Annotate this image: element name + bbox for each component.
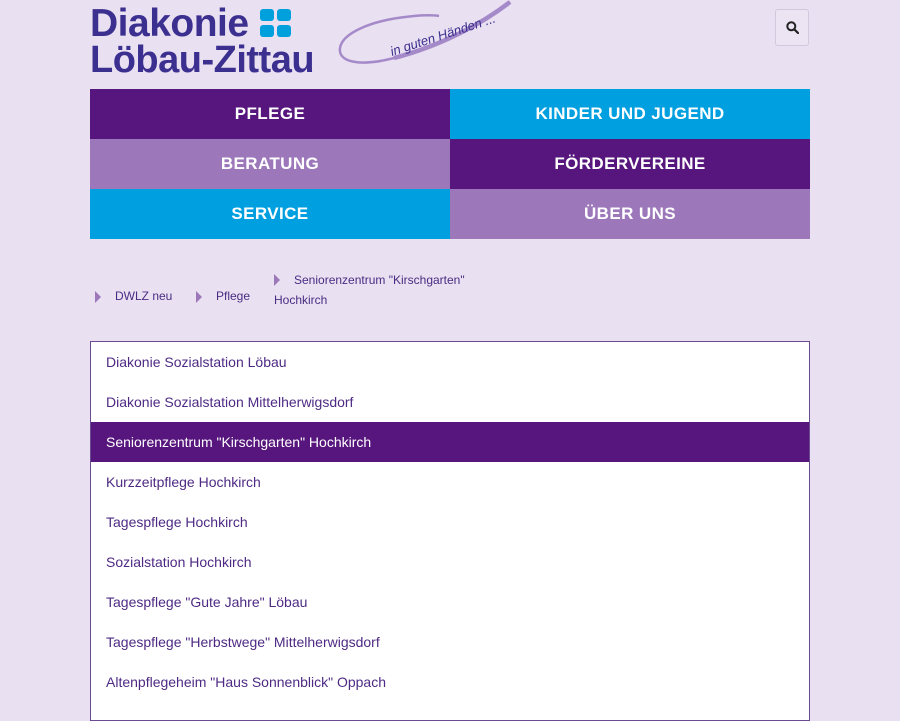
breadcrumb-item-dwlz-neu[interactable]: [95, 290, 172, 306]
list-item[interactable]: Diakonie Sozialstation Mittelherwigsdorf: [106, 394, 354, 410]
breadcrumb-label[interactable]: DWLZ neu: [115, 289, 173, 303]
list-item[interactable]: Altenpflegeheim "Haus Sonnenblick" Oppach: [106, 674, 386, 690]
nav-item-beratung[interactable]: BERATUNG: [90, 139, 450, 189]
page-header: [0, 0, 900, 89]
breadcrumb-label-line1[interactable]: Seniorenzentrum "Kirschgarten": [294, 273, 465, 287]
nav-item-pflege[interactable]: PFLEGE: [90, 89, 450, 139]
main-navigation: [90, 89, 810, 239]
nav-item-service[interactable]: SERVICE: [90, 189, 450, 239]
nav-item-kinder-und-jugend[interactable]: KINDER UND JUGEND: [450, 89, 810, 139]
slogan-text: in guten Händen ...: [388, 10, 498, 59]
list-item[interactable]: Tagespflege "Herbstwege" Mittelherwigsdorf: [106, 634, 380, 650]
chevron-right-icon: [95, 291, 101, 303]
breadcrumb: [90, 270, 810, 310]
breadcrumb-item-pflege[interactable]: [196, 290, 250, 306]
nav-item-foerdervereine[interactable]: FÖRDERVEREINE: [450, 139, 810, 189]
list-item[interactable]: Sozialstation Hochkirch: [106, 554, 252, 570]
search-icon: [786, 21, 799, 34]
list-item[interactable]: Tagespflege "Gute Jahre" Löbau: [106, 594, 308, 610]
breadcrumb-label-line2[interactable]: Hochkirch: [274, 293, 328, 307]
logo-text-diakonie: Diakonie: [90, 2, 249, 45]
breadcrumb-label[interactable]: Pflege: [216, 289, 251, 303]
chevron-right-icon: [196, 291, 202, 303]
diakonie-cross-icon: [260, 9, 294, 39]
list-item-active[interactable]: Seniorenzentrum "Kirschgarten" Hochkirch: [91, 422, 809, 462]
chevron-right-icon: [274, 274, 280, 286]
logo[interactable]: [90, 4, 314, 79]
subpage-list: [90, 341, 810, 721]
search-button[interactable]: [775, 9, 809, 46]
logo-text-region: Löbau-Zittau: [90, 39, 315, 81]
list-item[interactable]: Diakonie Sozialstation Löbau: [106, 354, 287, 370]
slogan-swoosh: [334, 0, 514, 70]
list-item[interactable]: Kurzzeitpflege Hochkirch: [106, 474, 261, 490]
nav-item-ueber-uns[interactable]: ÜBER UNS: [450, 189, 810, 239]
list-item[interactable]: Tagespflege Hochkirch: [106, 514, 248, 530]
breadcrumb-item-seniorenzentrum[interactable]: [274, 270, 465, 310]
